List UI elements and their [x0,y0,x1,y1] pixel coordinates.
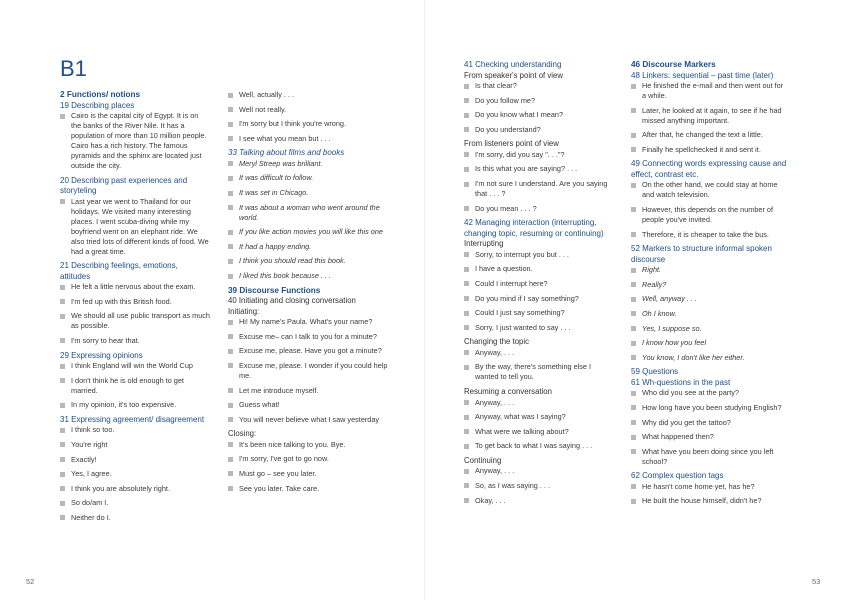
section-title: 29 Expressing opinions [60,350,143,360]
bullet-list [60,361,210,410]
list-item: If you like action movies you will like this one [228,227,388,237]
list-item: You will never believe what I saw yesterday [228,415,388,425]
list-item: It's been nice talking to you. Bye. [228,440,388,450]
list-item: Oh I know. [631,309,788,319]
list-item: Excuse me, please. Have you got a minute? [228,346,388,356]
section-title: 42 Managing interaction (interrupting, changing topic, resuming or continuing) [464,218,604,238]
bullet-list [60,425,210,523]
list-item: Later, he looked at it again, to see if he had missed anything important. [631,106,788,126]
list-item: I see what you mean but . . . [228,134,388,144]
list-item: To get back to what I was saying . . . [464,441,614,451]
bullet-list [464,348,614,383]
list-item: In my opinion, it's too expensive. [60,400,210,410]
list-item: Yes, I agree. [60,469,210,479]
list-item: Excuse me– can I talk to you for a minute? [228,332,388,342]
list-item: By the way, there's something else I wanted to tell you. [464,362,614,382]
section-title: 31 Expressing agreement/ disagreement [60,414,205,424]
list-item: Why did you get the tattoo? [631,418,788,428]
list-item: He built the house himself, didn't he? [631,496,788,506]
bullet-list [228,440,388,494]
list-item: You know, I don't like her either. [631,353,788,363]
list-item: Anyway, . . . [464,348,614,358]
bullet-list [631,482,788,507]
list-item: However, this depends on the number of people you've invited. [631,205,788,225]
subsection-label: Closing: [228,429,257,439]
list-item: Therefore, it is cheaper to take the bus. [631,230,788,240]
list-item: Okay, . . . [464,496,614,506]
bullet-list [464,150,614,214]
section-title: 20 Describing past experiences and storyteling [60,175,188,196]
list-item: He finished the e-mail and then went out for a while. [631,81,788,101]
list-item: On the other hand, we could stay at home and watch television. [631,180,788,200]
list-item: Must go – see you later. [228,469,388,479]
column-2 [228,90,388,498]
list-item: Anyway, what was I saying? [464,412,614,422]
subsection-label: Changing the topic [464,337,530,347]
page-fold [424,0,425,600]
list-item: You're right [60,440,210,450]
list-item: Well, anyway . . . [631,294,788,304]
subsection-label: Continuing [464,455,502,465]
list-item: See you later. Take care. [228,484,388,494]
section-title: 19 Describing places [60,100,135,110]
list-item: Do you know what I mean? [464,110,614,120]
subsection-label: From speaker's point of view [464,70,563,80]
bullet-list [464,466,614,505]
list-item: I'm sorry to hear that. [60,336,210,346]
questions-heading: 59 Questions [631,367,679,377]
section-title: 62 Complex question tags [631,471,724,481]
bullet-list [60,197,210,257]
list-item: Meryl Streep was brilliant. [228,159,388,169]
subsection-label: Interrupting [464,239,504,249]
list-item: I don't think he is old enough to get married. [60,376,210,396]
bullet-list [60,282,210,346]
bullet-list [631,265,788,363]
list-item: I think England will win the World Cup [60,361,210,371]
list-item: So, as I was saying . . . [464,481,614,491]
list-item: Last year we went to Thailand for our holidays. We visited many interesting places. I went scuba-diving while my boyfriend went on an elephant ride. We also tried lots of different kinds of food. We had a great time. [60,197,210,257]
bullet-list [631,180,788,239]
bullet-list [464,250,614,333]
list-item: Well, actually . . . [228,90,388,100]
bullet-list [60,111,210,171]
list-item: It was set in Chicago. [228,188,388,198]
list-item: Well not really. [228,105,388,115]
section-title: 21 Describing feelings, emotions, attitudes [60,261,178,281]
list-item: Do you follow me? [464,96,614,106]
discourse-markers-heading: 46 Discourse Markers [631,60,716,69]
level-title: B1 [60,56,87,81]
column-1 [60,90,210,528]
list-item: Who did you see at the party? [631,388,788,398]
bullet-list [464,398,614,452]
list-item: Is this what you are saying? . . . [464,164,614,174]
subsection-label: Initiating: [228,306,260,316]
list-item: Anyway, . . . [464,398,614,408]
list-item: Is that clear? [464,81,614,91]
list-item: How long have you been studying English? [631,403,788,413]
section-title: 48 Linkers: sequential – past time (later) [631,70,774,80]
list-item: Right. [631,265,788,275]
list-item: I'm not sure I understand. Are you saying that . . . ? [464,179,614,199]
list-item: He felt a little nervous about the exam. [60,282,210,292]
list-item: Sorry, I just wanted to say . . . [464,323,614,333]
list-item: I have a question. [464,264,614,274]
page-number-left: 52 [26,577,35,586]
list-item: Do you mean . . . ? [464,204,614,214]
list-item: Finally he spellchecked it and sent it. [631,145,788,155]
list-item: Exactly! [60,455,210,465]
list-item: Do you mind if I say something? [464,294,614,304]
column-3 [464,60,614,510]
list-item: What have you been doing since you left school? [631,447,788,467]
bullet-list [228,90,388,144]
section-title: 49 Connecting words expressing cause and effect, contrast etc. [631,159,787,179]
list-item: Anyway, . . . [464,466,614,476]
list-item: I think you should read this book. [228,256,388,266]
list-item: What were we talking about? [464,427,614,437]
column-4 [631,60,788,511]
list-item: I think you are absolutely right. [60,484,210,494]
list-item: I liked this book because . . . [228,271,388,281]
bullet-list [464,81,614,135]
list-item: Could I just say something? [464,308,614,318]
list-item: Hi! My name's Paula. What's your name? [228,317,388,327]
list-item: Guess what! [228,400,388,410]
list-item: Cairo is the capital city of Egypt. It is on the banks of the River Nile. It has a population of more than 10 million people. Cairo has a rich history. The famous pyramids and the sphinx are located just outside the city. [60,111,210,171]
list-item: After that, he changed the text a little. [631,130,788,140]
list-item: We should all use public transport as much as possible. [60,311,210,331]
bullet-list [228,159,388,281]
list-item: Do you understand? [464,125,614,135]
list-item: It was about a woman who went around the world. [228,203,388,223]
list-item: So do/am I. [60,498,210,508]
bullet-list [228,317,388,425]
list-item: I think so too. [60,425,210,435]
page-number-right: 53 [812,577,821,586]
list-item: I'm sorry but I think you're wrong. [228,119,388,129]
list-item: Really? [631,280,788,290]
list-item: It had a happy ending. [228,242,388,252]
subsection-label: From listeners point of view [464,139,559,149]
section-title: 33 Talking about films and books [228,148,345,158]
list-item: Could I interrupt here? [464,279,614,289]
list-item: Excuse me, please. I wonder if you could help me. [228,361,388,381]
functions-heading: 2 Functions/ notions [60,90,141,99]
subsection-label: Resuming a conversation [464,387,552,396]
list-item: Yes, I suppose so. [631,324,788,334]
list-item: Let me introduce myself. [228,386,388,396]
list-item: Sorry, to interrupt you but . . . [464,250,614,260]
section-title: 61 Wh-questions in the past [631,377,731,387]
list-item: I'm sorry, I've got to go now. [228,454,388,464]
list-item: It was difficult to follow. [228,173,388,183]
section-title: 52 Markers to structure informal spoken discourse [631,244,772,264]
bullet-list [631,81,788,155]
list-item: I'm sorry, did you say ". . ."? [464,150,614,160]
list-item: I'm fed up with this British food. [60,297,210,307]
discourse-functions-heading: 39 Discourse Functions [228,285,321,295]
list-item: Neither do I. [60,513,210,523]
bullet-list [631,388,788,466]
list-item: I know how you feel [631,338,788,348]
section-title: 40 Initiating and closing conversation [228,296,356,306]
section-title: 41 Checking understanding [464,60,562,69]
list-item: What happened then? [631,432,788,442]
list-item: He hasn't come home yet, has he? [631,482,788,492]
